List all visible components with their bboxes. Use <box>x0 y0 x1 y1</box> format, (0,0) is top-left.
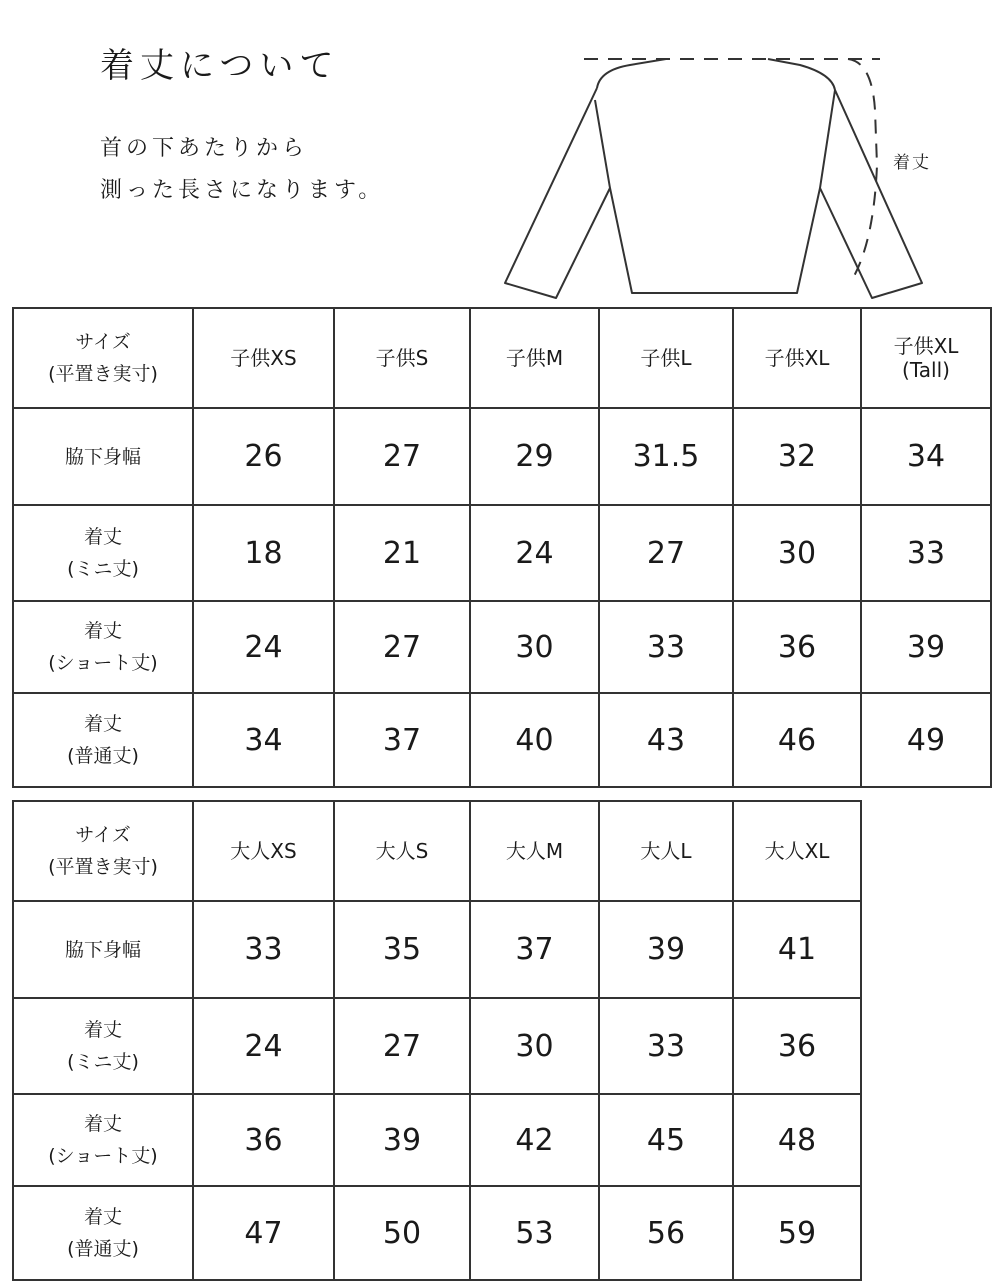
value-cell: 33 <box>861 505 991 601</box>
page-title: 着丈について <box>100 46 340 86</box>
value-cell: 43 <box>599 693 733 787</box>
value-cell: 32 <box>733 408 861 505</box>
adult-size-table <box>12 800 862 1281</box>
row-label-mini-length: 着丈 (ミニ丈) <box>13 505 193 601</box>
description-line-1: 首の下あたりから <box>100 136 309 161</box>
description-line-2: 測った長さになります。 <box>100 178 385 203</box>
value-cell: 36 <box>733 601 861 693</box>
value-cell: 59 <box>733 1186 861 1280</box>
kids-col-kxl: 子供XL <box>733 308 861 408</box>
value-cell: 30 <box>470 601 599 693</box>
kids-col-kxl-tall: 子供XL (Tall) <box>861 308 991 408</box>
value-cell: 31.5 <box>599 408 733 505</box>
value-cell: 27 <box>334 408 470 505</box>
value-cell: 48 <box>733 1094 861 1186</box>
adult-col-al: 大人L <box>599 801 733 901</box>
value-cell: 33 <box>193 901 334 998</box>
garment-body <box>595 59 835 293</box>
value-cell: 21 <box>334 505 470 601</box>
value-cell: 24 <box>193 998 334 1094</box>
value-cell: 36 <box>733 998 861 1094</box>
value-cell: 24 <box>193 601 334 693</box>
value-cell: 36 <box>193 1094 334 1186</box>
value-cell: 37 <box>334 693 470 787</box>
row-label-short-length: 着丈 (ショート丈) <box>13 1094 193 1186</box>
garment-right-sleeve <box>820 90 922 298</box>
value-cell: 26 <box>193 408 334 505</box>
value-cell: 29 <box>470 408 599 505</box>
value-cell: 39 <box>861 601 991 693</box>
garment-length-diagram <box>490 40 950 310</box>
value-cell: 46 <box>733 693 861 787</box>
row-label-short-length: 着丈 (ショート丈) <box>13 601 193 693</box>
value-cell: 30 <box>733 505 861 601</box>
value-cell: 45 <box>599 1094 733 1186</box>
value-cell: 56 <box>599 1186 733 1280</box>
length-label: 着丈 <box>893 153 931 173</box>
value-cell: 39 <box>599 901 733 998</box>
kids-col-kxs: 子供XS <box>193 308 334 408</box>
table-row <box>13 1186 861 1280</box>
value-cell: 37 <box>470 901 599 998</box>
value-cell: 35 <box>334 901 470 998</box>
kids-size-table <box>12 307 992 788</box>
value-cell: 27 <box>334 998 470 1094</box>
table-row <box>13 505 991 601</box>
adult-col-am: 大人M <box>470 801 599 901</box>
table-row <box>13 408 991 505</box>
kids-corner-cell: サイズ (平置き実寸) <box>13 308 193 408</box>
adult-header-row <box>13 801 861 901</box>
adult-col-as: 大人S <box>334 801 470 901</box>
garment-left-sleeve <box>505 88 610 298</box>
kids-col-kl: 子供L <box>599 308 733 408</box>
row-label-mini-length: 着丈 (ミニ丈) <box>13 998 193 1094</box>
table-row <box>13 998 861 1094</box>
value-cell: 47 <box>193 1186 334 1280</box>
adult-col-axl: 大人XL <box>733 801 861 901</box>
value-cell: 30 <box>470 998 599 1094</box>
row-label-regular-length: 着丈 (普通丈) <box>13 1186 193 1280</box>
value-cell: 24 <box>470 505 599 601</box>
value-cell: 40 <box>470 693 599 787</box>
kids-col-ks: 子供S <box>334 308 470 408</box>
value-cell: 33 <box>599 601 733 693</box>
value-cell: 42 <box>470 1094 599 1186</box>
table-row <box>13 693 991 787</box>
row-label-regular-length: 着丈 (普通丈) <box>13 693 193 787</box>
table-row <box>13 901 861 998</box>
value-cell: 50 <box>334 1186 470 1280</box>
adult-col-axs: 大人XS <box>193 801 334 901</box>
row-label-width: 脇下身幅 <box>13 901 193 998</box>
value-cell: 34 <box>861 408 991 505</box>
description <box>100 128 384 212</box>
value-cell: 27 <box>334 601 470 693</box>
value-cell: 34 <box>193 693 334 787</box>
value-cell: 49 <box>861 693 991 787</box>
kids-col-km: 子供M <box>470 308 599 408</box>
value-cell: 53 <box>470 1186 599 1280</box>
table-row <box>13 1094 861 1186</box>
adult-corner-cell: サイズ (平置き実寸) <box>13 801 193 901</box>
value-cell: 39 <box>334 1094 470 1186</box>
kids-header-row <box>13 308 991 408</box>
value-cell: 27 <box>599 505 733 601</box>
value-cell: 33 <box>599 998 733 1094</box>
value-cell: 18 <box>193 505 334 601</box>
value-cell: 41 <box>733 901 861 998</box>
table-row <box>13 601 991 693</box>
length-dashed-line <box>848 59 877 278</box>
row-label-width: 脇下身幅 <box>13 408 193 505</box>
